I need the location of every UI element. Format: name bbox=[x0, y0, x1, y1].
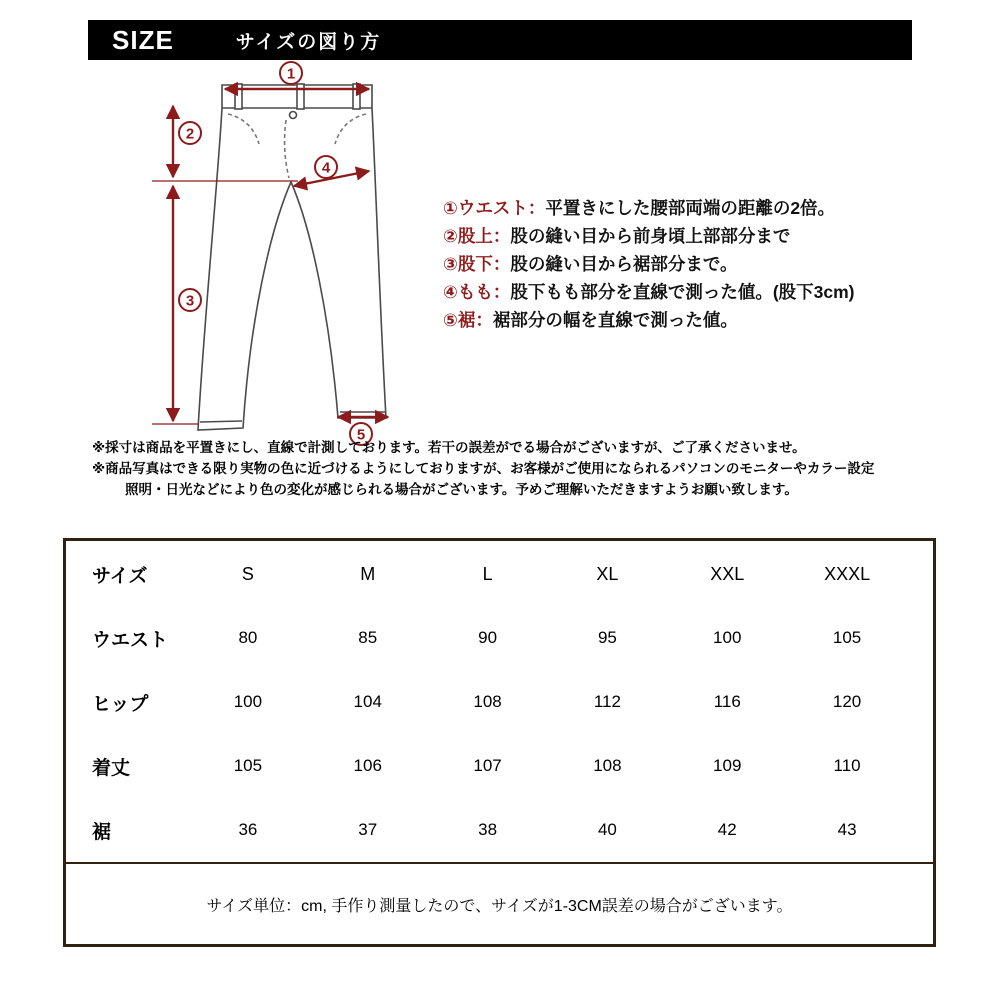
size-value: 108 bbox=[593, 756, 622, 775]
marker-1: 1 bbox=[286, 65, 296, 83]
size-value: 95 bbox=[597, 628, 617, 647]
size-value: 43 bbox=[837, 820, 857, 839]
row-label: 裾 bbox=[92, 821, 112, 843]
table-row-hip bbox=[92, 670, 907, 734]
marker-5: 5 bbox=[356, 426, 366, 444]
measure-item-inseam bbox=[443, 250, 855, 278]
note-line-2: ※商品写真はできる限り実物の色に近づけるようにしておりますが、お客様がご使用になられるパソコンのモニターやカラー設定 bbox=[92, 461, 875, 476]
measure-item-thigh bbox=[443, 278, 855, 306]
pants-outline bbox=[198, 84, 386, 430]
size-value: 104 bbox=[353, 692, 382, 711]
column-header-label: サイズ bbox=[92, 565, 148, 587]
column-header-s: S bbox=[241, 563, 254, 584]
note-line-1: ※採寸は商品を平置きにし、直線で計測しております。若干の誤差がでる場合がございますが、ご了承くださいませ。 bbox=[92, 440, 806, 455]
measure-item-waist bbox=[443, 194, 855, 222]
size-value: 85 bbox=[358, 628, 378, 647]
measure-item-rise bbox=[443, 222, 855, 250]
size-value: 80 bbox=[238, 628, 258, 647]
table-footnote: サイズ単位：cm, 手作り測量したので、サイズが1-3CM誤差の場合がございます。 bbox=[206, 897, 793, 915]
size-value: 120 bbox=[832, 692, 862, 711]
table-row-length bbox=[92, 734, 907, 798]
size-value: 100 bbox=[713, 628, 742, 647]
row-label: 着丈 bbox=[92, 757, 131, 779]
measure-term: ④もも： bbox=[443, 282, 511, 302]
measure-term: ③股下： bbox=[443, 254, 511, 274]
size-value: 42 bbox=[717, 820, 737, 839]
column-header-xl: XL bbox=[596, 563, 619, 584]
size-grid bbox=[66, 541, 933, 862]
column-header-l: L bbox=[482, 563, 493, 584]
pants-measurement-diagram bbox=[140, 60, 470, 455]
measure-term: ②股上： bbox=[443, 226, 511, 246]
measure-list bbox=[443, 194, 855, 334]
measure-desc: 股下もも部分を直線で測った値。(股下3cm) bbox=[510, 282, 855, 302]
size-table-header bbox=[92, 542, 907, 606]
size-value: 105 bbox=[233, 756, 263, 775]
size-value: 106 bbox=[353, 756, 382, 775]
disclaimer-notes bbox=[92, 437, 874, 500]
size-value: 37 bbox=[358, 820, 378, 839]
column-header-m: M bbox=[360, 563, 376, 584]
size-value: 36 bbox=[238, 820, 258, 839]
measure-item-hem bbox=[443, 306, 855, 334]
marker-4: 4 bbox=[321, 159, 331, 177]
size-value: 109 bbox=[713, 756, 742, 775]
measure-desc: 平置きにした腰部両端の距離の2倍。 bbox=[545, 198, 836, 218]
size-value: 108 bbox=[473, 692, 502, 711]
measure-term: ①ウエスト： bbox=[443, 198, 546, 218]
note-line-3: 照明・日光などにより色の変化が感じられる場合がございます。予めご理解いただきますようお願い致します。 bbox=[125, 482, 798, 497]
measure-term: ⑤裾： bbox=[443, 310, 493, 330]
page-title: サイズの図り方 bbox=[235, 31, 382, 53]
row-label: ヒップ bbox=[92, 693, 149, 715]
size-value: 38 bbox=[478, 820, 498, 839]
size-value: 40 bbox=[597, 820, 617, 839]
column-header-xxxl: XXXL bbox=[824, 563, 871, 584]
row-label: ウエスト bbox=[92, 629, 169, 651]
table-row-hem bbox=[92, 798, 907, 862]
size-header-bar bbox=[88, 20, 912, 60]
measure-desc: 股の縫い目から前身頃上部部分まで bbox=[510, 226, 791, 246]
size-value: 112 bbox=[593, 692, 621, 711]
size-value: 110 bbox=[833, 756, 861, 775]
size-value: 100 bbox=[233, 692, 263, 711]
measure-desc: 股の縫い目から裾部分まで。 bbox=[510, 254, 738, 274]
brand-logo: SIZE bbox=[112, 24, 174, 55]
size-value: 107 bbox=[473, 756, 502, 775]
size-value: 105 bbox=[832, 628, 862, 647]
size-value: 116 bbox=[713, 692, 741, 711]
size-table bbox=[63, 538, 936, 947]
table-row-waist bbox=[92, 606, 907, 670]
marker-3: 3 bbox=[185, 292, 195, 310]
measure-desc: 裾部分の幅を直線で測った値。 bbox=[492, 310, 738, 330]
column-header-xxl: XXL bbox=[710, 563, 745, 584]
marker-2: 2 bbox=[185, 125, 195, 143]
size-value: 90 bbox=[478, 628, 498, 647]
